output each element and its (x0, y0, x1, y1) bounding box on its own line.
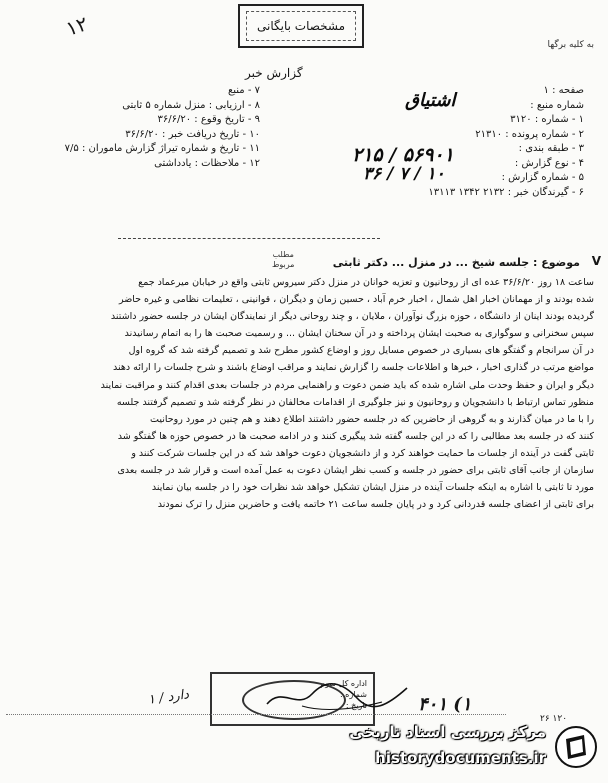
body-line: کنند که در جلسه بعد مطالبی را که در این جلسه گفته شد پیگیری کنند و در ادامه صحبت ها در خصوص حوزه ها گفتگو شد (117, 430, 594, 442)
signature-scribble (262, 676, 412, 716)
stamp-line: تاریخ : (345, 701, 367, 710)
handwritten-name: اشتیاق (405, 90, 456, 111)
left-field-column (40, 84, 260, 171)
stamp-line: اداره کل سوم (320, 679, 367, 688)
subject-line: موضوع : جلسه شیخ ... در منزل ... دکتر ثابتی (332, 256, 580, 269)
body-line: مواضع مرتب در گذاری اخبار ، خبرها و اطلاعات جلسه را گزارش نمایند و مراقب اوضاع باشند و شرح جلسات را ارائه دهند (112, 362, 594, 374)
field-row: ۹ - تاریخ وقوع : ۳۶/۶/۲۰ (157, 114, 260, 125)
body-line: برای ثابتی از اعضای جلسه قدردانی کرد و در پایان جلسه ساعت ۲۱ خاتمه یافت و حاضرین منزل را ترک نمودند (157, 499, 594, 511)
field-row: صفحه : ۱ (543, 85, 584, 96)
report-body (16, 274, 594, 513)
field-row: ۵ - شماره گزارش : (501, 172, 584, 183)
field-row: ۷ - منبع (227, 85, 260, 96)
field-row: ۳ - طبقه بندی : (518, 143, 584, 154)
handwritten-bottom-number: ۴۰۱ (۱ (418, 694, 472, 715)
stamp-line: شماره : (339, 690, 367, 699)
field-row: ۱۲ - ملاحظات : یادداشتی (154, 157, 260, 169)
body-line: دیگر و ایران و حفظ وحدت ملی اشاره شده که باید ضمن دعوت و راهنمایی مردم در جلسات بعدی اقدام کنند و مراقبت نمایند (100, 379, 594, 391)
corner-number: ۱۲ (62, 11, 91, 41)
archive-watermark (320, 719, 602, 779)
body-line: مورد تا ثابتی با اشاره به اینکه جلسات آینده در منزل ایشان تشکیل خواهد شد نظرات خود را در جلسه بیان نمایند (151, 482, 594, 494)
watermark-url: historydocuments.ir (375, 749, 546, 767)
body-line: سازمان از جانب آقای ثابتی برای حضور در جلسه و کسب نظر ایشان دعوت به عمل آمده است و قرار شد در جلسه بعدی (117, 465, 594, 477)
body-line: در آن سرانجام و گفتگو های بسیاری در خصوص مسایل روز و اوضاع کشور مطرح شد و تصمیم گرفته شد که گروه اول (128, 345, 594, 357)
field-row: شماره منبع : (530, 99, 584, 111)
left-signature: دارد / ۱ (147, 687, 190, 708)
field-row: ۱۰ - تاریخ دریافت خبر : ۳۶/۶/۲۰ (125, 128, 260, 140)
field-row: ۱ - شماره : ۳۱۲۰ (510, 114, 584, 125)
top-stamp-inner-border (246, 11, 356, 41)
body-line: سپس سخنرانی و سوگواری به صحبت ایشان پرداخته و در آن سخنان ایشان ... و رسمیت صحبت ها را به اتمام رسانیدند (124, 328, 594, 340)
watermark-persian: مرکز بررسی اسناد تاریخی (349, 723, 546, 741)
top-archive-stamp (238, 4, 364, 48)
body-line: ثابتی گفت در آینده از جلسات ما حمایت خواهند کرد و از دانشجویان دعوت خواهد شد که در این جلسات شرکت کنند و (131, 447, 594, 459)
body-line: منظور تماس ارتباط با دانشجویان و روحانیون و نیز جلوگیری از اقدامات مخالفان در نظر گرفته شد و تصمیم گرفتند جلسه (116, 396, 594, 408)
top-stamp-text: مشخصات بایگانی (257, 19, 346, 33)
footer-divider (6, 714, 506, 715)
body-line: ساعت ۱۸ روز ۳۶/۶/۲۰ عده ای از روحانیون و تعزیه خوانان در منزل دکتر سیروس ثابتی واقع در خیابان میرعماد جمع (138, 277, 594, 288)
report-title: گزارش خبر (245, 66, 303, 80)
body-line: گردیده بودند اینان از دانشگاه ، حوزه بزرگ نوآوران ، ملایان ، و چند روحانی دیگر از نمایندگان ایشان در جلسه حضور داشتند (110, 311, 594, 323)
handwritten-file-number: ۲۱۵ / ۵۶۹۰۱ (352, 144, 454, 166)
handwritten-date: ۳۶ / ۷ / ۱۰ (363, 164, 445, 184)
archive-logo-icon (554, 725, 598, 769)
header-divider (118, 238, 380, 239)
small-note: مطلب مربوط (272, 250, 295, 269)
field-row: ۶ - گیرندگان خبر : ۲۱۳۲ ۱۳۴۲ ۱۳۱۱۳ (428, 186, 584, 198)
top-right-note: به کلیه برگها (547, 40, 594, 50)
field-row: ۲ - شماره پرونده : ۲۱۳۱۰ (475, 128, 584, 140)
body-line: را با ما در میان گذارند و به گروهی از حاضرین که در جلسه حضور داشتند اطلاع دهند و هم چنین در مورد روحانیت (150, 413, 594, 425)
field-row: ۴ - نوع گزارش : (514, 157, 584, 169)
field-row: ۸ - ارزیابی : منزل شماره ۵ ثابتی (122, 99, 260, 111)
field-row: ۱۱ - تاریخ و شماره تیراژ گزارش ماموران : ۷/۵ (64, 143, 260, 154)
body-line: شده بودند و از مهمانان اخبار اهل شمال ، اخبار خرم آباد ، حسین زمان و دیگران ، قوانینی ، تعلیمات نظامی و غیره حاضر (118, 294, 594, 306)
footer-date: ۲۶ ۱۲۰ (540, 714, 568, 724)
subject-mark: V (591, 254, 601, 268)
